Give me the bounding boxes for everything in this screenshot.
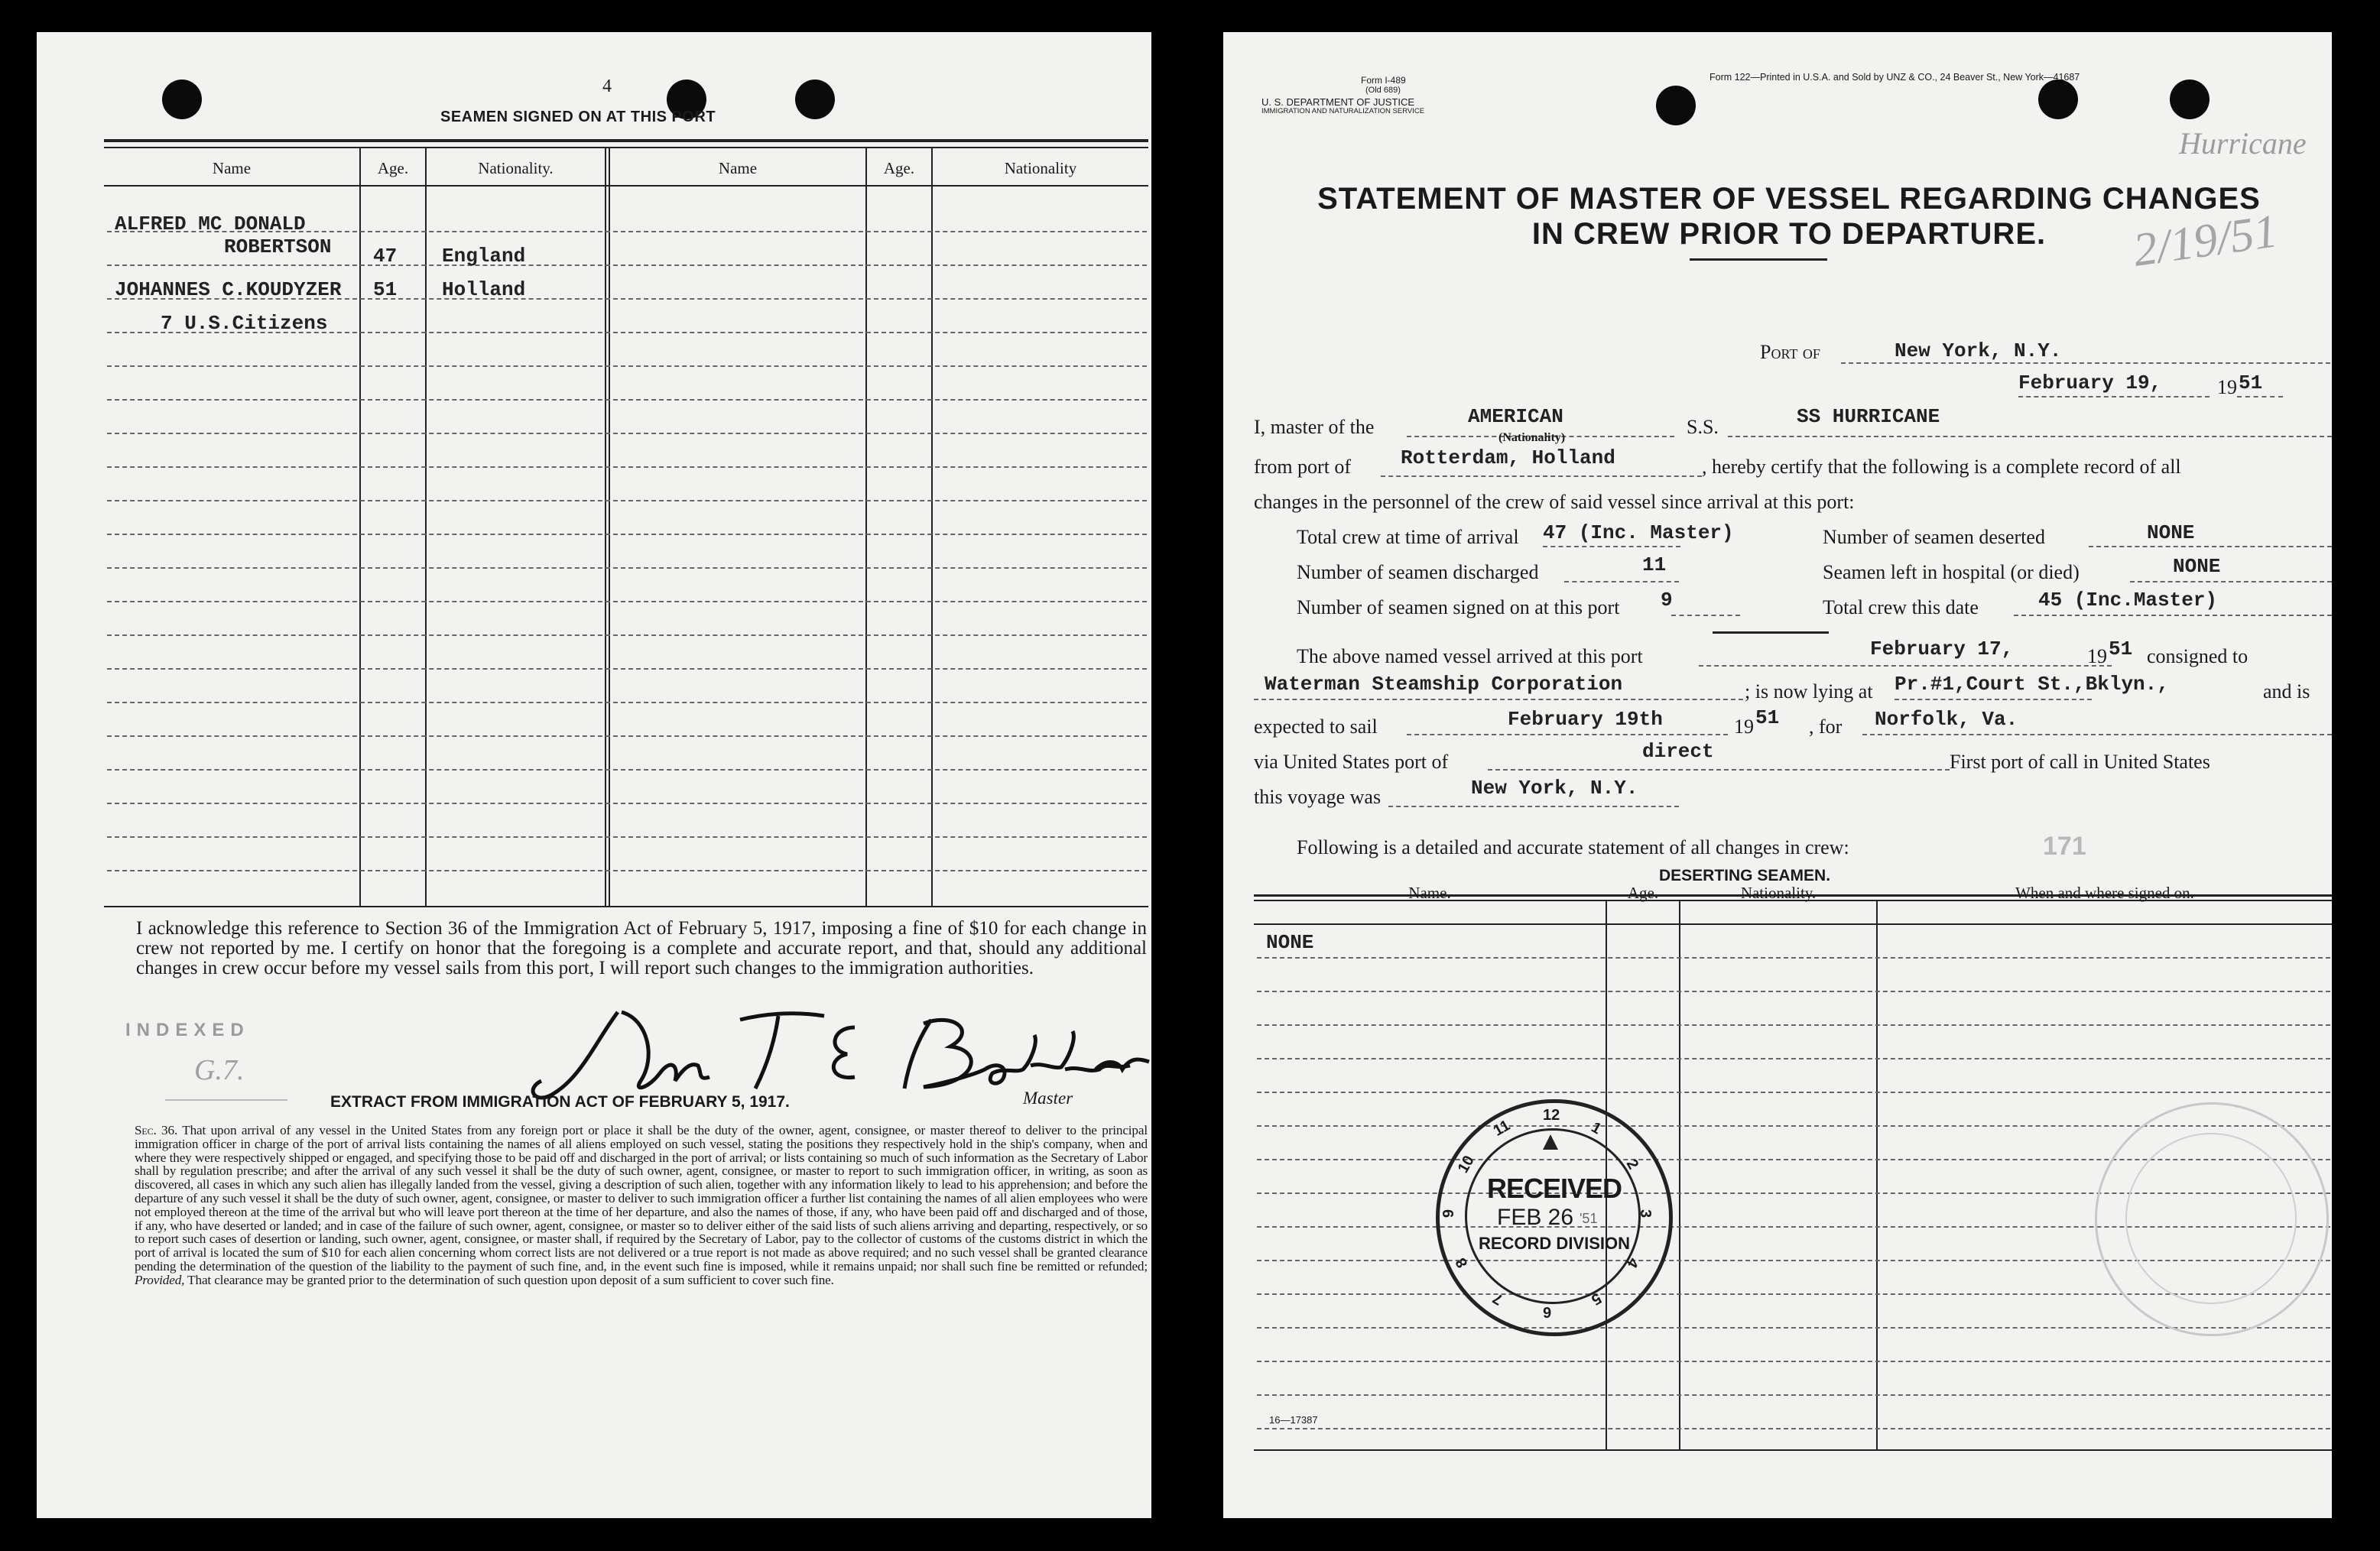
nationality-caption: (Nationality) <box>1498 431 1566 444</box>
row-dotted-line <box>107 601 1147 602</box>
row-dotted-line <box>107 668 1147 670</box>
row-dotted-line <box>107 735 1147 737</box>
table-row-name: JOHANNES C.KOUDYZER <box>115 278 342 301</box>
stamp-clock-number: 3 <box>1637 1209 1654 1218</box>
sec36-text: Sec. 36. That upon arrival of any vessel in the United States from any foreign port or place it shall be the duty of the owner, agent, consignee, or master thereof to deliver to the principal immigration officer in charge of the port of arrival lists containing the names of all aliens employed on such vessel, stating the positions they respectively hold in the ship's company, when and where they were respectively shipped or engaged, and specifying those to be paid off and discharged in the port of arrival; or lists containing so much of such information as the Secretary of Labor shall by regulation prescribe; and after the arrival of any such vessel it shall be the duty of such owner, agent, consignee, or master to report to such immigration officer, in writing, as soon as discovered, all cases in which any such alien has illegally landed from the vessel, giving a description of such alien, together with any information likely to lead to his apprehension; and before the departure of any such vessel it shall be the duty of such owner, agent, consignee, or master to deliver to such immigration officer a further list containing the names of all alien employees who were not employed thereon at the time of the arrival but who will leave port thereon at the time of her departure, and also the names of those, if any, who have been paid off and discharged and of those, if any, who have deserted or landed; and in case of the failure of such owner, agent, consignee, or master so to deliver either of the said lists of such aliens arriving and departing, respectively, or so to report such cases of desertion or landing, such owner, agent, consignee, or master shall, if required by the Secretary of Labor, pay to the collector of customs of the customs district in which the port of arrival is located the sum of $10 for each alien concerning whom correct lists are not delivered or a true report is not made as above required; and no such vessel shall be granted clearance pending the determination of the question of the liability to the payment of such fine, and, in the event such fine is imposed, while it remains unpaid; nor shall such fine be remitted or refunded; Provided, That clearance may be granted prior to the determination of such question upon deposit of a sum sufficient to cover such fine. <box>135 1123 1148 1287</box>
stamp-received: RECEIVED <box>1486 1173 1622 1204</box>
stamp-clock-number: 8 <box>1452 1254 1472 1271</box>
discharged-value: 11 <box>1642 553 1667 576</box>
arrived-year-prefix: 19 <box>2087 645 2107 667</box>
table-row-nationality: Holland <box>442 278 526 301</box>
row-dotted-line <box>107 870 1147 871</box>
arrived-year-value: 51 <box>2109 638 2133 660</box>
hospital-value: NONE <box>2173 555 2221 578</box>
port-label: Port of <box>1760 341 1820 363</box>
nationality-value: AMERICAN <box>1468 405 1563 428</box>
header-nationality-2: Nationality <box>1004 159 1077 177</box>
stamp-clock-number: 1 <box>1588 1118 1605 1138</box>
row-dotted-line <box>107 567 1147 569</box>
table-top-rule <box>104 139 1148 142</box>
consigned-label: consigned to <box>2147 645 2248 667</box>
voyage-label: this voyage was <box>1254 786 1382 808</box>
table-row-nationality: England <box>442 245 526 268</box>
row-dotted-line <box>107 433 1147 434</box>
table-bottom-rule <box>104 906 1148 907</box>
via-value: direct <box>1642 740 1714 763</box>
signed-on-value: 9 <box>1661 589 1673 612</box>
for-label: , for <box>1809 715 1843 738</box>
punch-hole <box>2170 79 2210 119</box>
row-dotted-line <box>1257 1024 2330 1026</box>
stamp-year: '51 <box>1580 1211 1598 1226</box>
and-is: and is <box>2263 680 2310 702</box>
punch-hole <box>162 79 202 119</box>
total-date-label: Total crew this date <box>1823 596 1979 618</box>
arrived-label: The above named vessel arrived at this port <box>1297 645 1643 667</box>
section-title: SEAMEN SIGNED ON AT THIS PORT <box>440 109 716 125</box>
left-page <box>37 32 1151 1518</box>
following-text: Following is a detailed and accurate statement of all changes in crew: <box>1297 836 1849 858</box>
table-row-name: ROBERTSON <box>224 235 332 258</box>
form-number: 16—17387 <box>1269 1414 1318 1426</box>
row-dotted-line <box>1257 1092 2330 1093</box>
row-dotted-line <box>107 534 1147 535</box>
stamp-clock-number: 9 <box>1440 1209 1458 1218</box>
stamp-clock-number: 6 <box>1543 1303 1552 1320</box>
arrow-up-icon <box>1543 1134 1558 1150</box>
date-value: February 19, <box>2018 372 2162 394</box>
year-prefix: 19 <box>2217 376 2237 398</box>
consignee-value: Waterman Steamship Corporation <box>1265 673 1623 696</box>
from-port-value: Rotterdam, Holland <box>1401 446 1615 469</box>
row-dotted-line <box>107 264 1147 266</box>
row-dotted-line <box>107 399 1147 401</box>
handwritten-ship: Hurricane <box>2179 126 2307 161</box>
master-label: Master <box>1023 1089 1073 1108</box>
stamp-date: FEB 26 <box>1497 1205 1574 1230</box>
row-dotted-line <box>1257 957 2330 959</box>
table-row-name: 7 U.S.Citizens <box>161 312 328 335</box>
form-id: Form I-489 <box>1361 75 1406 86</box>
right-page <box>1223 32 2332 1518</box>
extract-title: EXTRACT FROM IMMIGRATION ACT OF FEBRUARY 5, 1917. <box>330 1093 790 1111</box>
header-signed-on: When and where signed on. <box>2015 884 2194 902</box>
ship-value: SS HURRICANE <box>1797 405 1940 428</box>
deserting-title: DESERTING SEAMEN. <box>1659 867 1831 884</box>
row-dotted-line <box>107 769 1147 771</box>
handwritten-date: 2/19/51 <box>2130 205 2281 277</box>
table-row-age: 51 <box>373 278 398 301</box>
header-name: Name. <box>1408 884 1451 902</box>
stamp-clock-number: 5 <box>1588 1289 1605 1309</box>
header-nationality: Nationality. <box>478 159 554 177</box>
deserted-label: Number of seamen deserted <box>1823 526 2045 548</box>
punch-hole <box>2038 79 2078 119</box>
deserted-value: NONE <box>2147 521 2195 544</box>
stamp-clock-number: 11 <box>1490 1117 1513 1141</box>
department: U. S. DEPARTMENT OF JUSTICE <box>1261 96 1415 108</box>
hospital-label: Seamen left in hospital (or died) <box>1823 561 2080 583</box>
certify-text: , hereby certify that the following is a complete record of all <box>1702 456 2181 478</box>
stamp-clock-number: 10 <box>1454 1153 1478 1176</box>
signed-on-label: Number of seamen signed on at this port <box>1297 596 1620 618</box>
row-dotted-line <box>1257 1058 2330 1059</box>
expected-year-prefix: 19 <box>1734 715 1754 738</box>
header-age: Age. <box>1627 884 1659 902</box>
expected-label: expected to sail <box>1254 715 1378 738</box>
row-dotted-line <box>1257 991 2330 992</box>
form-title-1: STATEMENT OF MASTER OF VESSEL REGARDING CHANGES <box>1317 182 2261 216</box>
table-row-name: NONE <box>1266 931 1314 954</box>
header-age-2: Age. <box>883 159 915 177</box>
table-row-age: 47 <box>373 245 398 268</box>
punch-hole <box>795 79 835 119</box>
printer-line: Form 122—Printed in U.S.A. and Sold by UNZ & CO., 24 Beaver St., New York—41687 <box>1710 72 2080 83</box>
year-value: 51 <box>2239 372 2263 394</box>
stamp-clock-number: 2 <box>1622 1156 1642 1173</box>
total-date-value: 45 (Inc.Master) <box>2038 589 2218 612</box>
acknowledgement-text: I acknowledge this reference to Section 36 of the Immigration Act of February 5, 1917, imposing a fine of $10 for each change in crew not reported by me. I certify on honor that the foregoing is a complete and accurate report, and that, should any additional changes in crew occur before my vessel sails from this port, I will report such changes to the immigration authorities. <box>136 918 1147 978</box>
master-of-label: I, master of the <box>1254 416 1375 438</box>
destination-value: Norfolk, Va. <box>1875 708 2018 731</box>
service: IMMIGRATION AND NATURALIZATION SERVICE <box>1261 107 1425 115</box>
stamp-number: 171 <box>2043 832 2086 861</box>
row-dotted-line <box>107 466 1147 468</box>
lying-value: Pr.#1,Court St.,Bklyn., <box>1895 673 2169 696</box>
discharged-label: Number of seamen discharged <box>1297 561 1539 583</box>
ss-label: S.S. <box>1687 416 1719 438</box>
indexed-note: G.7. <box>194 1054 245 1086</box>
row-dotted-line <box>107 500 1147 501</box>
row-dotted-line <box>1257 1394 2330 1396</box>
expected-value: February 19th <box>1508 708 1663 731</box>
row-dotted-line <box>1257 1428 2330 1429</box>
page-number: 4 <box>602 76 612 96</box>
total-crew-label: Total crew at time of arrival <box>1297 526 1519 548</box>
header-nationality: Nationality. <box>1740 884 1817 902</box>
changes-text: changes in the personnel of the crew of said vessel since arrival at this port: <box>1254 491 1855 513</box>
arrived-value: February 17, <box>1870 638 2014 660</box>
indexed-stamp: INDEXED <box>125 1020 250 1040</box>
header-name-2: Name <box>718 159 758 177</box>
row-dotted-line <box>107 836 1147 838</box>
received-stamp <box>1436 1099 1673 1336</box>
stamp-clock-number: 4 <box>1622 1254 1642 1271</box>
row-dotted-line <box>107 365 1147 367</box>
header-age: Age. <box>377 159 409 177</box>
row-dotted-line <box>107 803 1147 804</box>
form-old: (Old 689) <box>1365 86 1401 95</box>
row-dotted-line <box>107 702 1147 703</box>
first-port-label: First port of call in United States <box>1950 751 2210 773</box>
form-title-2: IN CREW PRIOR TO DEPARTURE. <box>1531 217 2047 251</box>
row-dotted-line <box>1257 1361 2330 1362</box>
table-row-name: ALFRED MC DONALD <box>115 213 306 235</box>
sec36-label: Sec. 36. <box>135 1123 178 1137</box>
stamp-clock-number: 12 <box>1543 1107 1560 1124</box>
stamp-division: RECORD DIVISION <box>1478 1234 1631 1253</box>
stamp-clock-number: 7 <box>1489 1289 1506 1309</box>
expected-year-value: 51 <box>1755 706 1780 729</box>
via-label: via United States port of <box>1254 751 1449 773</box>
port-value: New York, N.Y. <box>1895 339 2062 362</box>
voyage-value: New York, N.Y. <box>1471 777 1638 800</box>
lying-label: ; is now lying at <box>1745 680 1873 702</box>
punch-hole <box>1656 86 1696 125</box>
header-name: Name <box>212 159 252 177</box>
total-crew-value: 47 (Inc. Master) <box>1543 521 1734 544</box>
from-port-label: from port of <box>1254 456 1352 478</box>
row-dotted-line <box>107 634 1147 636</box>
